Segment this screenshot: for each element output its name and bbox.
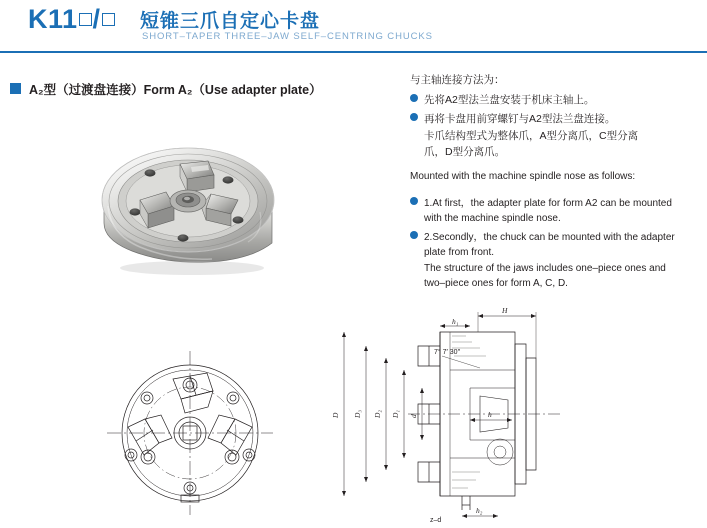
bullet-dot-icon	[410, 231, 418, 239]
en-sub-line-1: The structure of the jaws includes one–piece ones and	[424, 263, 666, 274]
spacer	[410, 184, 698, 193]
model-code	[28, 4, 116, 35]
label-h1: h₁	[452, 317, 459, 326]
section-heading-label: A₂型（过渡盘连接）Form A₂（Use adapter plate）	[29, 83, 322, 97]
bullet-dot-icon	[410, 94, 418, 102]
sectional-view-drawing	[330, 300, 680, 525]
label-h: h	[488, 410, 492, 419]
bullet-dot-icon	[410, 113, 418, 121]
spacer	[410, 160, 698, 169]
list-item	[410, 193, 698, 226]
chuck-jaw-1	[180, 161, 214, 192]
front-view-drawing	[95, 345, 285, 520]
model-code-box-2	[102, 13, 115, 26]
list-item	[410, 109, 698, 127]
label-h2: h₂	[476, 506, 483, 515]
title-english: SHORT–TAPER THREE–JAW SELF–CENTRING CHUCKS	[142, 31, 433, 42]
en-item-1-line-2: with the machine spindle nose.	[424, 213, 561, 224]
label-H: H	[502, 306, 508, 315]
en-item-2-line-1: 2.Secondly，the chuck can be mounted with the adapter	[424, 232, 675, 243]
model-code-box-1	[79, 13, 92, 26]
en-item-1-line-1: 1.At first，the adapter plate for form A2 can be mounted	[424, 198, 672, 209]
dimension-H	[478, 312, 536, 358]
bullet-dot-icon	[410, 197, 418, 205]
label-d: d	[409, 414, 418, 418]
label-D: D	[331, 412, 340, 418]
label-D3: D₃	[353, 409, 362, 418]
cn-item-1: 先将A2型法兰盘安装于机床主轴上。	[424, 94, 595, 106]
cn-lead-text: 与主轴连接方法为：	[410, 74, 505, 86]
header-divider	[0, 51, 707, 53]
en-lead-text: Mounted with the machine spindle nose as follows:	[410, 171, 636, 182]
model-code-prefix: K11	[28, 4, 78, 34]
label-taper-angle: 7° 7′ 30″	[434, 349, 461, 356]
model-code-separator: /	[92, 4, 101, 34]
cn-sub-line-2: 爪，D型分离爪。	[424, 146, 506, 158]
en-sub-line-2: two–piece ones for form A, C, D.	[424, 278, 568, 289]
description-column	[410, 72, 698, 291]
square-bullet-icon	[10, 83, 21, 94]
cn-item-2: 再将卡盘用前穿螺钉与A2型法兰盘连接。	[424, 113, 616, 125]
title-chinese: 短锥三爪自定心卡盘	[140, 11, 321, 32]
label-D2: D₂	[373, 409, 382, 418]
list-item	[410, 227, 698, 260]
en-item-2-line-2: plate from front.	[424, 247, 495, 258]
chuck-product-photo	[88, 128, 303, 283]
dimension-D3	[364, 346, 368, 482]
dimension-D1	[402, 370, 406, 458]
bolt-hole-z-d	[462, 496, 470, 510]
dimension-D	[342, 332, 346, 496]
label-D1: D₁	[391, 409, 400, 418]
section-heading	[10, 80, 400, 100]
cn-sub-line-1: 卡爪结构型式为整体爪，A型分离爪，C型分离	[424, 130, 639, 142]
list-item	[410, 90, 698, 108]
dimension-D2	[384, 358, 388, 470]
page-header	[0, 0, 707, 52]
label-z-d: z–d	[430, 517, 442, 524]
